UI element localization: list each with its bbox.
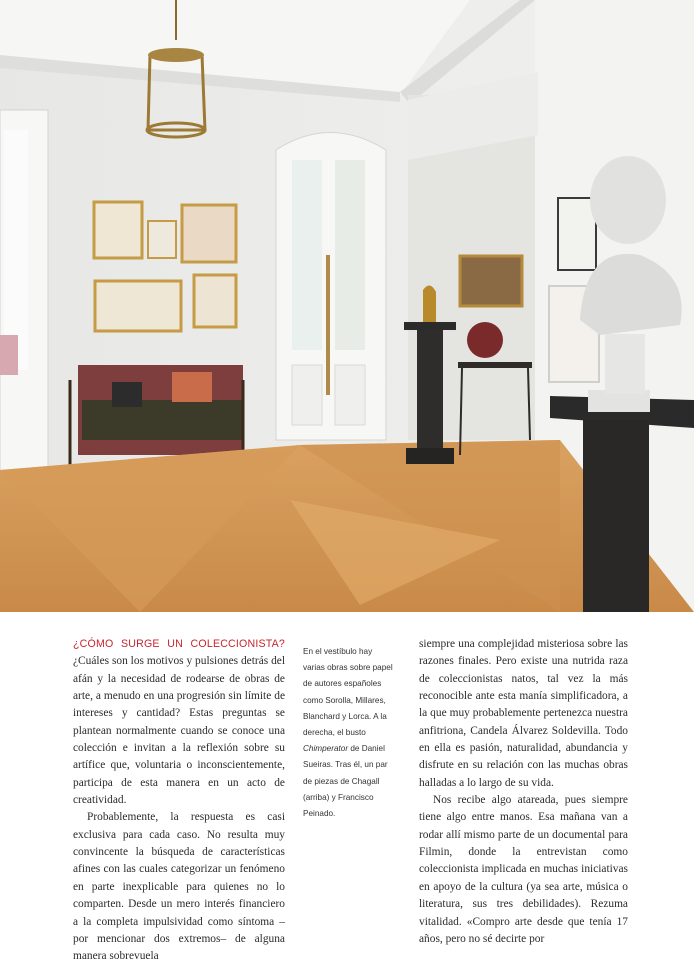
- lead-in-heading: ¿CÓMO SURGE UN COLECCIONISTA?: [73, 638, 285, 650]
- caption-text: [303, 644, 395, 822]
- caption-part: de Daniel Sueiras. Tras él, un par de piezas de Chagall (arriba) y Francisco Peinado.: [303, 744, 388, 819]
- paragraph: [73, 636, 285, 809]
- artwork-title: Chimperator: [303, 744, 349, 754]
- body-column-3: [419, 636, 628, 948]
- caption-part: En el vestíbulo hay varias obras sobre papel de autores españoles como Sorolla, Millares, Blanchard y Lorca. A la derecha, el busto: [303, 647, 393, 738]
- paragraph: Nos recibe algo atareada, pues siempre tiene algo entre manos. Esa mañana van a rodar allí mismo parte de un documental para Filmin, donde la entrevistan como coleccionista implicada en muchas iniciativas en apoyo de la cultura (ya sea arte, música o literatura, sus tres debilidades). Rezuma vitalidad. «Compro arte desde que tenía 17 años, pero no sé decirte por: [419, 794, 628, 945]
- paragraph: siempre una complejidad misteriosa sobre las razones finales. Pero existe una nutrida raza de coleccionistas natos, tal vez la más reconocible ante esta manía simplificadora, a la que muy probablemente pertenezca nuestra anfitriona, Candela Álvarez Soldevilla. Todo en ella es pasión, naturalidad, abundancia y disfrute en su relación con las muchas obras halladas a lo largo de su vida.: [419, 638, 628, 789]
- body-column-1: [73, 636, 285, 966]
- paragraph: Probablemente, la respuesta es casi exclusiva para cada caso. No resulta muy convincente la búsqueda de características afines con las cuales categorizar un fenómeno en parte inexplicable para quienes no lo comparten. Desde un mero interés financiero a la completa impulsividad como síntoma –por mencionar dos extremos– de alguna manera sobrevuela: [73, 811, 285, 963]
- paragraph-text: ¿Cuáles son los motivos y pulsiones detrás del afán y la necesidad de rodearse de obras de arte, a menudo en una progresión sin límite de intereses y cantidad? Estas preguntas se plantean normalmente cuando se conoce una colección e invitan a la reflexión sobre su artífice que, voluntaria o inconscientemente, participa de esta manera en un acto de creatividad.: [73, 655, 285, 807]
- photo-caption: [303, 644, 395, 822]
